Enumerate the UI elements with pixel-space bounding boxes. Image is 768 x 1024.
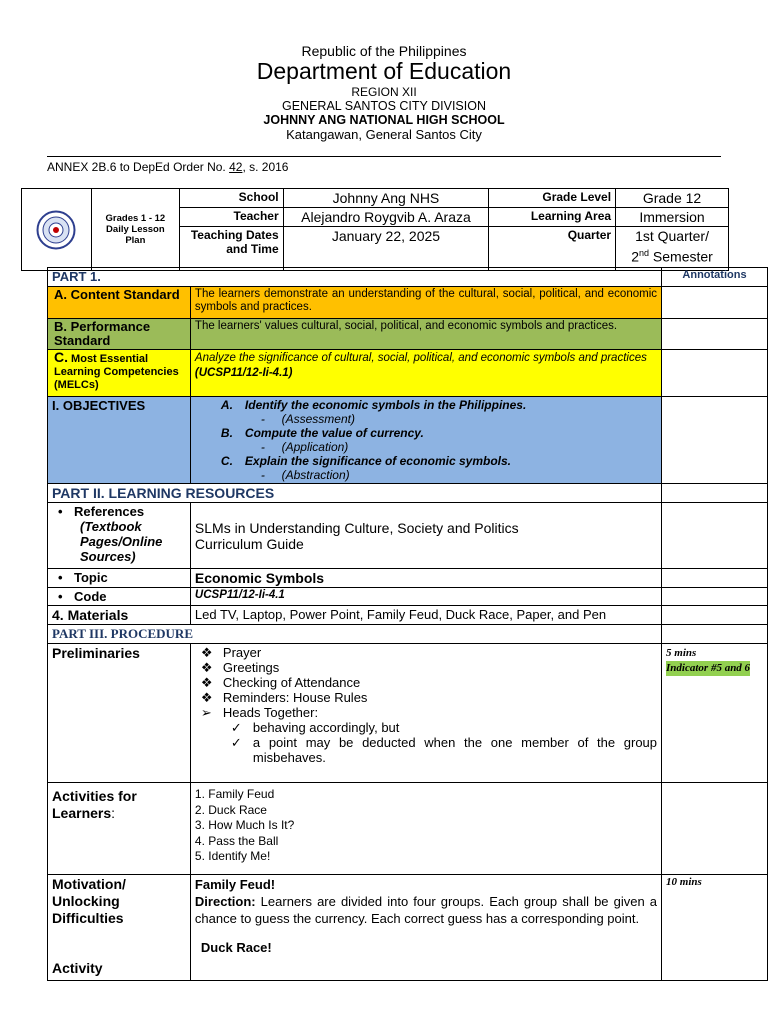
- topic-label: • Topic: [48, 569, 191, 588]
- melcs-annotation: [662, 350, 768, 397]
- lesson-plan-table: [47, 267, 768, 981]
- code-value: UCSP11/12-Ii-4.1: [190, 588, 661, 606]
- list-item: ❖ Checking of Attendance: [200, 675, 361, 690]
- materials-label: 4. Materials: [48, 606, 191, 625]
- grade-level-label: Grade Level: [489, 189, 616, 208]
- references-annotation: [662, 503, 768, 569]
- melcs-label: C. Most Essential Learning Competencies (MELCs): [48, 350, 191, 397]
- code-annotation: [662, 588, 768, 606]
- objectives-label: I. OBJECTIVES: [48, 397, 191, 484]
- performance-standard-text: The learners' values cultural, social, political, and economic symbols and practices.: [190, 319, 661, 350]
- references-label: • References (Textbook Pages/Online Sources): [48, 503, 191, 569]
- list-item: 1. Family Feud: [194, 787, 275, 801]
- list-item: 3. How Much Is It?: [194, 818, 295, 832]
- motivation-label: Motivation/ Unlocking Difficulties Activity: [48, 875, 191, 981]
- part3-heading: PART III. PROCEDURE: [48, 625, 662, 644]
- part1-heading: PART 1.: [48, 268, 662, 287]
- republic-line: Republic of the Philippines: [301, 43, 467, 59]
- performance-standard-label: B. Performance Standard: [48, 319, 191, 350]
- topic-annotation: [662, 569, 768, 588]
- teacher-value: Alejandro Roygvib A. Araza: [283, 208, 489, 227]
- learning-area-value: Immersion: [616, 208, 729, 227]
- list-item: ✓ behaving accordingly, but: [230, 720, 400, 735]
- code-label: • Code: [48, 588, 191, 606]
- annex-line: ANNEX 2B.6 to DepEd Order No. 42, s. 2016: [47, 160, 289, 174]
- region-line: REGION XII: [351, 85, 417, 99]
- list-item: ➢ Heads Together:: [200, 705, 319, 720]
- materials-value: Led TV, Laptop, Power Point, Family Feud, Duck Race, Paper, and Pen: [190, 606, 661, 625]
- school-value: Johnny Ang NHS: [283, 189, 489, 208]
- quarter-label: Quarter: [489, 227, 616, 271]
- list-item: 5. Identify Me!: [194, 849, 271, 863]
- objectives-list: A. Identify the economic symbols in the Philippines. - (Assessment) B. Compute the value of currency. - (Application) C. Explain the significance of economic symbols. - (Abstraction): [190, 397, 661, 484]
- activities-label: Activities for Learners:: [48, 783, 191, 875]
- activities-annotation: [662, 783, 768, 875]
- department-title: Department of Education: [256, 58, 512, 84]
- lesson-info-table: [21, 188, 729, 271]
- part2-annotation: [662, 484, 768, 503]
- content-standard-label: A. Content Standard: [48, 287, 191, 319]
- performance-standard-annotation: [662, 319, 768, 350]
- dates-value: January 22, 2025: [283, 227, 489, 271]
- preliminaries-list: [190, 644, 661, 783]
- preliminaries-label: Preliminaries: [48, 644, 191, 783]
- content-standard-text: The learners demonstrate an understanding of the cultural, social, political, and economic symbols and practices.: [190, 287, 661, 319]
- deped-seal-icon: [36, 210, 76, 250]
- motivation-content: Family Feud! Direction: Learners are divided into four groups. Each group shall be given a chance to guess the currency. Each correct guess has a corresponding point. Duck Race!: [190, 875, 661, 981]
- preliminaries-annotation: 5 mins Indicator #5 and 6: [662, 644, 768, 783]
- materials-annotation: [662, 606, 768, 625]
- school-label: School: [179, 189, 283, 208]
- header-divider: [47, 156, 721, 157]
- list-item: 2. Duck Race: [194, 802, 267, 817]
- references-value: SLMs in Understanding Culture, Society and Politics Curriculum Guide: [190, 503, 661, 569]
- school-name: JOHNNY ANG NATIONAL HIGH SCHOOL: [263, 113, 505, 127]
- teacher-label: Teacher: [179, 208, 283, 227]
- part2-heading: PART II. LEARNING RESOURCES: [48, 484, 662, 503]
- part3-annotation: [662, 625, 768, 644]
- school-location: Katangawan, General Santos City: [286, 127, 482, 142]
- division-line: GENERAL SANTOS CITY DIVISION: [282, 99, 486, 113]
- list-item: ❖ Reminders: House Rules: [200, 690, 368, 705]
- grade-level-value: Grade 12: [616, 189, 729, 208]
- grades-label: Grades 1 - 12 Daily Lesson Plan: [91, 189, 179, 271]
- activities-list: [190, 783, 661, 875]
- dates-label: Teaching Dates and Time: [179, 227, 283, 271]
- list-item: ✓ a point may be deducted when the one member of the group misbehaves.: [230, 735, 658, 765]
- list-item: ❖ Prayer: [200, 645, 262, 660]
- melcs-text: Analyze the significance of cultural, social, political, and economic symbols and practices (UCSP11/12-Ii-4.1): [190, 350, 661, 397]
- annotations-heading: Annotations: [662, 268, 768, 287]
- motivation-annotation: 10 mins: [662, 875, 768, 981]
- quarter-value: 1st Quarter/ 2nd Semester: [616, 227, 729, 271]
- list-item: 4. Pass the Ball: [194, 833, 279, 848]
- learning-area-label: Learning Area: [489, 208, 616, 227]
- list-item: ❖ Greetings: [200, 660, 280, 675]
- topic-value: Economic Symbols: [190, 569, 661, 588]
- objectives-annotation: [662, 397, 768, 484]
- logo-cell: [22, 189, 92, 271]
- content-standard-annotation: [662, 287, 768, 319]
